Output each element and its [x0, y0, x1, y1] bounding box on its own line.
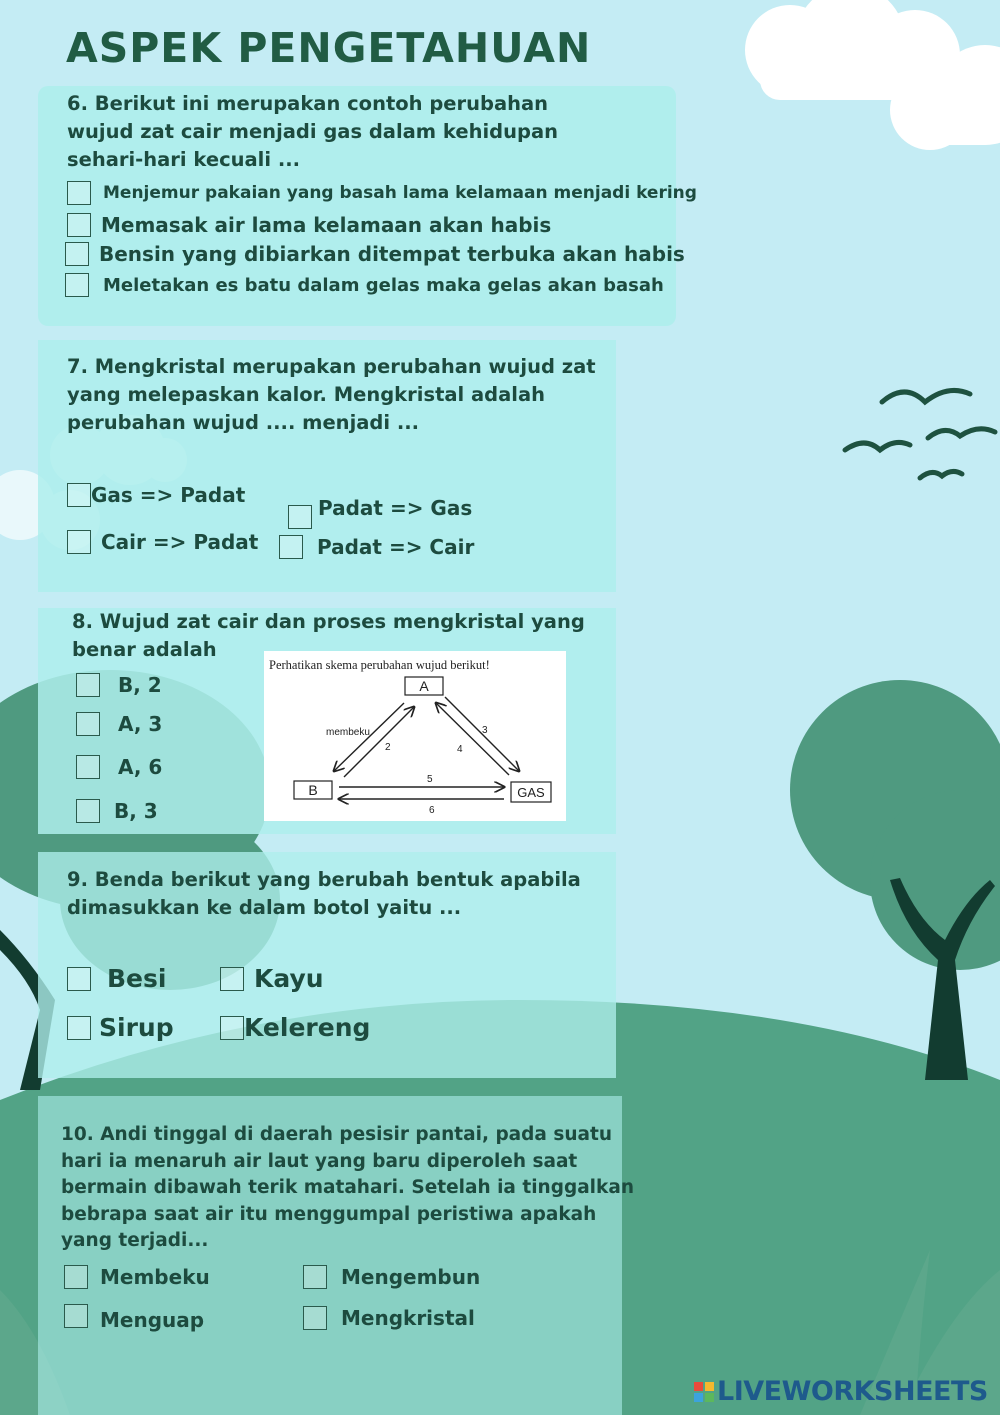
question-text-line: yang terjadi... — [61, 1230, 209, 1251]
q7-option-3[interactable] — [67, 530, 258, 554]
question-text-line: perubahan wujud .... menjadi ... — [67, 411, 420, 434]
option-label: Padat => Gas — [318, 496, 473, 520]
q10-option-1[interactable] — [64, 1265, 210, 1289]
state-change-diagram — [264, 651, 566, 821]
checkbox[interactable] — [67, 213, 91, 237]
label-membeku: membeku — [326, 727, 370, 738]
option-label: Gas => Padat — [91, 483, 246, 507]
option-label: Meletakan es batu dalam gelas maka gelas akan basah — [103, 274, 664, 296]
option-label: Mengkristal — [341, 1306, 475, 1330]
q10-option-3[interactable] — [64, 1308, 204, 1332]
checkbox[interactable] — [303, 1265, 327, 1289]
option-label: Memasak air lama kelamaan akan habis — [101, 213, 552, 237]
option-label: Menguap — [100, 1308, 205, 1332]
checkbox[interactable] — [67, 1016, 91, 1040]
option-label: Kayu — [254, 964, 324, 993]
q10-option-4[interactable] — [303, 1306, 475, 1330]
q6-option-2[interactable] — [67, 213, 551, 237]
question-6-text — [67, 90, 558, 174]
question-text-line: dimasukkan ke dalam botol yaitu ... — [67, 896, 462, 919]
q7-option-1[interactable] — [67, 483, 245, 507]
brand-text: LIVEWORKSHEETS — [717, 1376, 988, 1407]
q8-option-4[interactable] — [76, 799, 158, 823]
q7-option-2[interactable] — [288, 487, 472, 529]
q9-option-1[interactable] — [67, 964, 166, 993]
option-label: Padat => Cair — [317, 535, 475, 559]
checkbox[interactable] — [67, 181, 91, 205]
question-text-line: bermain dibawah terik matahari. Setelah ia tinggalkan — [61, 1177, 634, 1198]
q9-option-2[interactable] — [220, 964, 324, 993]
question-text-line: hari ia menaruh air laut yang baru diperoleh saat — [61, 1150, 578, 1172]
q9-option-4[interactable] — [220, 1013, 370, 1042]
diagram-caption: Perhatikan skema perubahan wujud berikut! — [269, 658, 490, 672]
q9-option-3[interactable] — [67, 1013, 174, 1042]
checkbox[interactable] — [67, 530, 91, 554]
checkbox[interactable] — [288, 505, 312, 529]
checkbox[interactable] — [76, 673, 100, 697]
checkbox[interactable] — [76, 712, 100, 736]
option-label: Kelereng — [244, 1013, 371, 1042]
question-text-line: 7. Mengkristal merupakan perubahan wujud zat — [67, 355, 596, 378]
checkbox[interactable] — [303, 1306, 327, 1330]
label-5: 5 — [427, 774, 433, 785]
checkbox[interactable] — [220, 967, 244, 991]
option-label: Menjemur pakaian yang basah lama kelamaan menjadi kering — [103, 183, 697, 203]
page-title: ASPEK PENGETAHUAN — [66, 24, 592, 72]
checkbox[interactable] — [76, 799, 100, 823]
option-label: Besi — [107, 964, 167, 993]
checkbox[interactable] — [279, 535, 303, 559]
q8-option-1[interactable] — [76, 673, 162, 697]
checkbox[interactable] — [67, 967, 91, 991]
node-b: B — [308, 782, 318, 798]
q10-option-2[interactable] — [303, 1265, 480, 1289]
option-label: Sirup — [99, 1013, 174, 1042]
label-2: 2 — [385, 742, 391, 753]
liveworksheets-logo-icon — [694, 1382, 714, 1402]
node-gas: GAS — [517, 785, 545, 800]
q6-option-3[interactable] — [65, 242, 685, 266]
q8-option-2[interactable] — [76, 712, 162, 736]
checkbox[interactable] — [76, 755, 100, 779]
question-text-line: 6. Berikut ini merupakan contoh perubahan — [67, 92, 549, 115]
checkbox[interactable] — [64, 1265, 88, 1289]
q8-option-3[interactable] — [76, 755, 162, 779]
question-text-line: 8. Wujud zat cair dan proses mengkristal yang — [72, 610, 585, 633]
option-label: Bensin yang dibiarkan ditempat terbuka akan habis — [99, 242, 685, 266]
question-text-line: bebrapa saat air itu menggumpal peristiwa apakah — [61, 1203, 597, 1225]
question-text-line: wujud zat cair menjadi gas dalam kehidupan — [67, 120, 558, 143]
q6-option-1[interactable] — [67, 181, 697, 205]
checkbox[interactable] — [220, 1016, 244, 1040]
option-label: Cair => Padat — [101, 530, 259, 554]
q7-option-4[interactable] — [279, 535, 474, 559]
option-label: B, 2 — [118, 673, 162, 697]
checkbox[interactable] — [67, 483, 91, 507]
question-text-line: benar adalah — [72, 638, 217, 661]
question-10-text — [61, 1122, 634, 1255]
option-label: A, 6 — [118, 755, 163, 779]
checkbox[interactable] — [65, 273, 89, 297]
liveworksheets-brand[interactable] — [694, 1376, 988, 1407]
label-4: 4 — [457, 744, 463, 755]
checkbox[interactable] — [65, 242, 89, 266]
option-label: A, 3 — [118, 712, 163, 736]
question-text-line: 10. Andi tinggal di daerah pesisir pantai, pada suatu — [61, 1124, 613, 1145]
option-label: B, 3 — [114, 799, 158, 823]
question-text-line: 9. Benda berikut yang berubah bentuk apabila — [67, 868, 581, 891]
option-label: Mengembun — [341, 1265, 481, 1289]
option-label: Membeku — [100, 1265, 210, 1289]
q6-option-4[interactable] — [65, 273, 664, 297]
question-7-text — [67, 353, 596, 437]
label-3: 3 — [482, 725, 488, 736]
checkbox[interactable] — [64, 1304, 88, 1328]
label-6: 6 — [429, 805, 435, 816]
question-9-text — [67, 866, 581, 922]
node-a: A — [419, 678, 429, 694]
question-text-line: yang melepaskan kalor. Mengkristal adalah — [67, 383, 546, 406]
question-text-line: sehari-hari kecuali ... — [67, 148, 301, 171]
